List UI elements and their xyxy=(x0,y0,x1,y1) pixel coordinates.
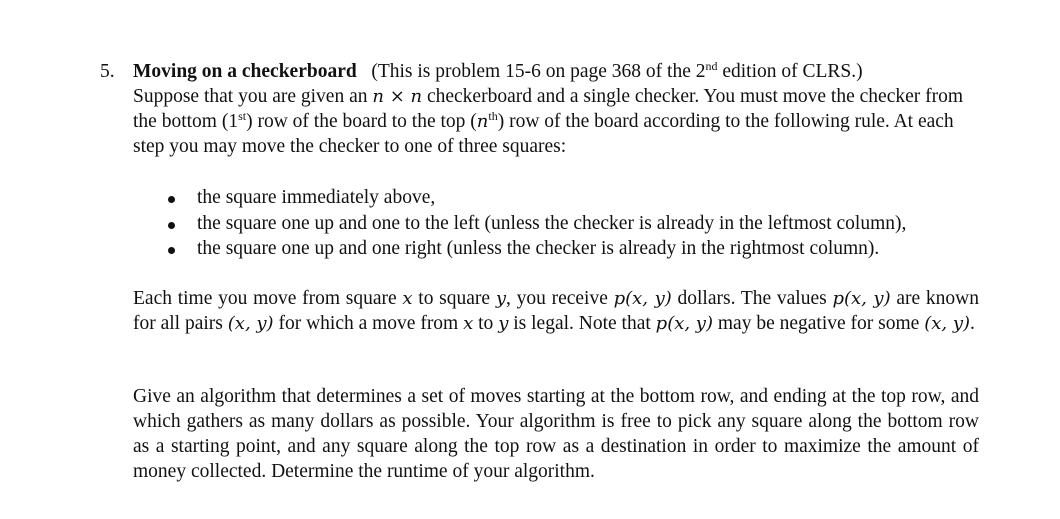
math-y: y xyxy=(498,313,509,334)
edition-superscript: nd xyxy=(705,59,718,73)
payoff-paragraph xyxy=(133,286,979,336)
task-paragraph: Give an algorithm that determines a set of moves starting at the bottom row, and ending at the top row, and which gathers as many dollars as possible. Your algorithm is free to pick any square along the bottom row as a starting point, and any square along the top row as a destination in order to maximize the amount of money collected. Determine the runtime of your algorithm. xyxy=(133,386,979,482)
payoff-text: Each time you move from square xyxy=(133,288,403,309)
bullet-icon xyxy=(168,222,175,229)
list-item-text: the square one up and one to the left (unless the checker is already in the leftmost column), xyxy=(197,212,907,234)
math-y: y xyxy=(495,288,506,309)
ordinal-th: th xyxy=(488,109,498,123)
payoff-text: may be negative for some xyxy=(713,313,925,334)
math-pair: (x, y) xyxy=(924,313,971,334)
intro-text-2: checkerboard and a single checker. You must move the checker from the bottom (1 xyxy=(133,86,964,132)
list-item xyxy=(133,211,906,237)
problem-intro xyxy=(133,59,979,159)
intro-text-3: ) row of the board to the top ( xyxy=(246,111,477,132)
payoff-text: to square xyxy=(412,288,496,309)
math-n: n xyxy=(372,86,384,107)
problem-intro-paragraph xyxy=(133,59,979,159)
math-pxy: p(x, y) xyxy=(655,313,714,334)
math-x: x xyxy=(463,313,474,334)
problem-title: Moving on a checkerboard xyxy=(133,61,357,82)
bullet-icon xyxy=(168,196,175,203)
source-suffix: edition of CLRS.) xyxy=(717,61,863,82)
intro-text-1: Suppose that you are given an xyxy=(133,86,373,107)
payoff-text: dollars. The values xyxy=(671,288,833,309)
source-prefix: (This is problem 15-6 on page 368 of the 2 xyxy=(371,61,706,82)
payoff-text: to xyxy=(473,313,499,334)
list-item-text: the square immediately above, xyxy=(197,187,436,208)
payoff-text: for which a move from xyxy=(273,313,464,334)
payoff-text: , you receive xyxy=(505,288,614,309)
payoff-text: . xyxy=(970,313,975,334)
math-pxy: p(x, y) xyxy=(832,288,891,309)
math-pair: (x, y) xyxy=(227,313,274,334)
payoff-text: are known for all pairs xyxy=(133,288,979,334)
math-n: n xyxy=(410,86,423,107)
move-options-list xyxy=(133,185,906,262)
payoff-text: is legal. Note that xyxy=(508,313,656,334)
list-item xyxy=(133,185,906,211)
list-item-text: the square one up and one right (unless the checker is already in the rightmost column). xyxy=(197,238,880,259)
ordinal-st: st xyxy=(238,109,247,123)
bullet-icon xyxy=(168,247,175,254)
intro-text-4: ) row of the board according to the following rule. At each step you may move the checker to one of three squares: xyxy=(133,111,954,157)
math-x: x xyxy=(402,288,413,309)
math-times: × xyxy=(383,86,411,107)
list-item xyxy=(133,236,906,262)
math-pxy: p(x, y) xyxy=(613,288,672,309)
math-n: n xyxy=(476,111,489,132)
problem-number: 5. xyxy=(100,61,115,82)
